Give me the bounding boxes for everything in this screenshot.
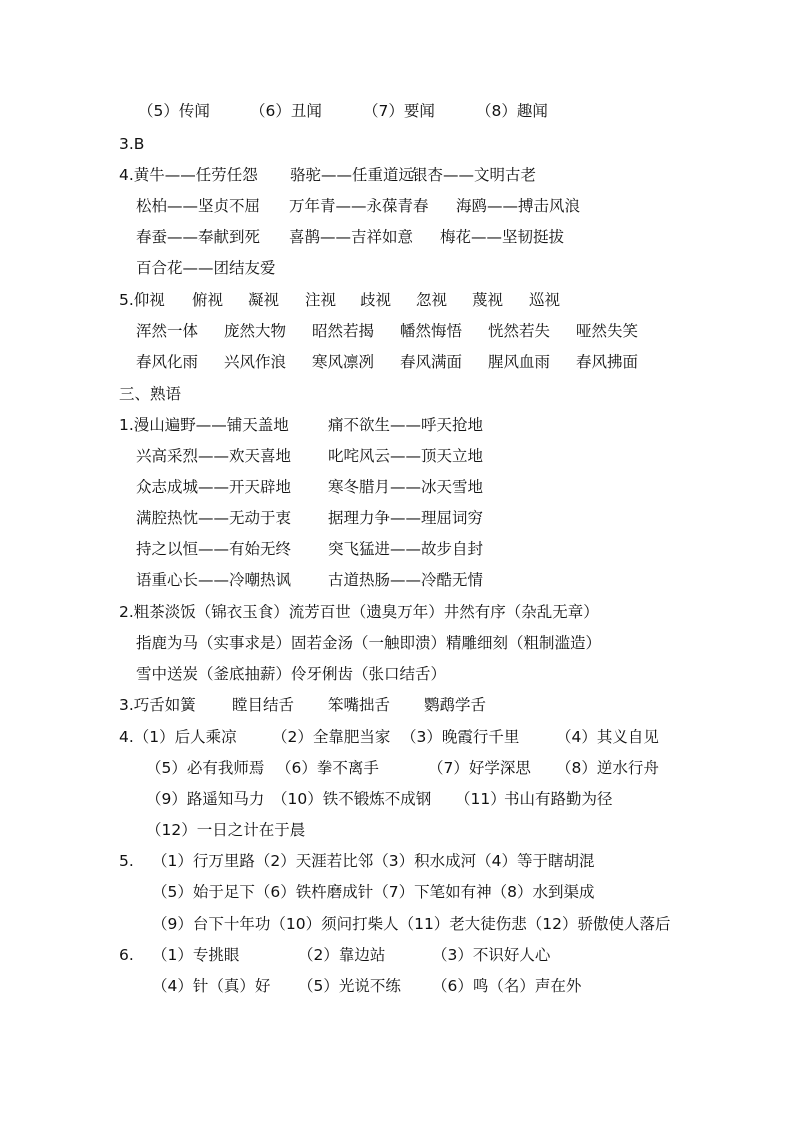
text-segment: 笨嘴拙舌 <box>328 696 391 714</box>
text-segment: 指鹿为马（实事求是）固若金汤（一触即溃）精雕细刻（粗制滥造） <box>136 634 602 652</box>
text-segment: （2）靠边站 <box>298 946 386 964</box>
text-segment: 6. <box>119 946 134 964</box>
text-segment: 恍然若失 <box>488 322 551 340</box>
text-segment: 松柏——坚贞不屈 <box>136 197 261 215</box>
text-segment: 浑然一体 <box>136 322 199 340</box>
text-segment: （5）传闻 <box>138 102 210 120</box>
text-segment: （3）晚霞行千里 <box>401 728 520 746</box>
text-segment: （5）始于足下（6）铁杵磨成针（7）下笔如有神（8）水到渠成 <box>152 883 595 901</box>
text-segment: 瞠目结舌 <box>232 696 295 714</box>
text-segment: （10）铁不锻炼不成钢 <box>272 790 432 808</box>
text-segment: 海鸥——搏击风浪 <box>456 197 581 215</box>
text-segment: （11） <box>455 790 506 808</box>
text-segment: 梅花——坚韧挺拔 <box>440 228 565 246</box>
text-segment: （6）拳不离手 <box>276 759 379 777</box>
text-segment: 庞然大物 <box>224 322 287 340</box>
text-segment: 3.B <box>119 135 145 153</box>
text-segment: （8）逆水行舟 <box>556 759 659 777</box>
text-segment: 5.仰视 <box>119 291 165 309</box>
text-segment: 歧视 <box>360 291 392 309</box>
text-segment: 骆驼——任重道远 <box>290 166 415 184</box>
text-segment: 寒冬腊月——冰天雪地 <box>328 478 484 496</box>
text-segment: （8）趣闻 <box>476 102 548 120</box>
text-segment: （5）光说不练 <box>298 977 401 995</box>
text-segment: 巡视 <box>529 291 561 309</box>
text-segment: 4.（1）后人乘凉 <box>119 728 237 746</box>
text-segment: （12）一日之计在于晨 <box>146 821 306 839</box>
text-segment: 凝视 <box>248 291 280 309</box>
text-segment: 三、熟语 <box>119 385 182 403</box>
text-segment: （1）专挑眼 <box>152 946 240 964</box>
text-segment: 书山有路勤为径 <box>504 790 613 808</box>
text-segment: 2.粗茶淡饭（锦衣玉食）流芳百世（遗臭万年）井然有序（杂乱无章） <box>119 603 599 621</box>
text-segment: （5）必有我师焉 <box>146 759 265 777</box>
text-segment: 3.巧舌如簧 <box>119 696 196 714</box>
text-segment: 5. <box>119 852 134 870</box>
text-segment: 俯视 <box>192 291 224 309</box>
text-segment: 哑然失笑 <box>576 322 639 340</box>
text-segment: （9）台下十年功（10）须问打柴人（11）老大徒伤悲（12）骄傲使人落后 <box>152 915 671 933</box>
text-segment: 银杏——文明古老 <box>412 166 537 184</box>
text-segment: （4）其义自见 <box>556 728 659 746</box>
text-segment: 百合花——团结友爱 <box>136 259 276 277</box>
text-segment: 春蚕——奉献到死 <box>136 228 261 246</box>
text-segment: 突飞猛进——故步自封 <box>328 540 484 558</box>
text-segment: 古道热肠——冷酷无情 <box>328 571 484 589</box>
text-segment: 雪中送炭（釜底抽薪）伶牙俐齿（张口结舌） <box>136 665 447 683</box>
text-segment: 叱咤风云——顶天立地 <box>328 447 484 465</box>
text-segment: 满腔热忱——无动于衷 <box>136 509 292 527</box>
text-segment: 春风满面 <box>400 353 463 371</box>
text-segment: 忽视 <box>416 291 448 309</box>
text-segment: （2）全靠肥当家 <box>272 728 391 746</box>
text-segment: 幡然悔悟 <box>400 322 463 340</box>
text-segment: 众志成城——开天辟地 <box>136 478 292 496</box>
text-segment: 痛不欲生——呼天抢地 <box>328 416 484 434</box>
text-segment: 喜鹊——吉祥如意 <box>289 228 414 246</box>
text-segment: 据理力争——理屈词穷 <box>328 509 484 527</box>
text-segment: 腥风血雨 <box>488 353 551 371</box>
text-segment: 兴风作浪 <box>224 353 287 371</box>
text-segment: 昭然若揭 <box>312 322 375 340</box>
text-segment: 4.黄牛——任劳任怨 <box>119 166 258 184</box>
text-segment: 持之以恒——有始无终 <box>136 540 292 558</box>
text-segment: （6）鸣（名）声在外 <box>432 977 582 995</box>
text-segment: 兴高采烈——欢天喜地 <box>136 447 292 465</box>
text-segment: 鹦鹉学舌 <box>424 696 487 714</box>
text-segment: （1）行万里路（2）天涯若比邻（3）积水成河（4）等于瞎胡混 <box>152 852 595 870</box>
text-segment: 1.漫山遍野——铺天盖地 <box>119 416 289 434</box>
text-segment: （6）丑闻 <box>250 102 322 120</box>
text-segment: 春风化雨 <box>136 353 199 371</box>
text-segment: 语重心长——冷嘲热讽 <box>136 571 292 589</box>
text-segment: 注视 <box>305 291 337 309</box>
text-segment: 万年青——永葆青春 <box>289 197 429 215</box>
text-segment: （7）要闻 <box>363 102 435 120</box>
text-segment: 蔑视 <box>472 291 504 309</box>
text-segment: 寒风凛冽 <box>312 353 375 371</box>
text-segment: （3）不识好人心 <box>432 946 551 964</box>
text-segment: （9）路遥知马力 <box>146 790 265 808</box>
text-segment: 春风拂面 <box>576 353 639 371</box>
text-segment: （4）针（真）好 <box>152 977 271 995</box>
text-segment: （7）好学深思 <box>428 759 531 777</box>
